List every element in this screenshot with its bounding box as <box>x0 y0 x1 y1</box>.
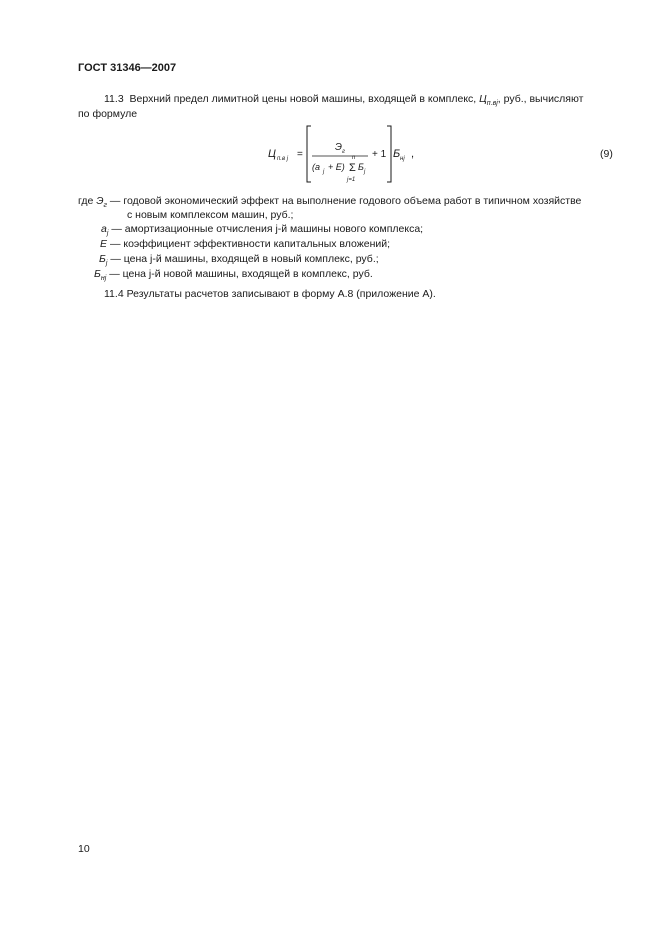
formula-9 <box>268 124 428 184</box>
definition-item <box>99 253 379 267</box>
definition-item <box>78 195 581 209</box>
formula-numerator-sub: г <box>342 149 345 155</box>
formula-sum-term: Б <box>358 162 364 172</box>
definition-dash: — <box>111 223 122 235</box>
page-number: 10 <box>78 843 90 855</box>
definition-symbol: Б <box>94 268 101 280</box>
paragraph-text-start: Верхний предел лимитной цены новой машины, входящей в комплекс, <box>129 93 477 105</box>
definition-symbol: Э <box>96 195 104 207</box>
definition-prefix: где <box>78 195 94 207</box>
paragraph-text-end: , руб., вычисляют <box>497 93 584 105</box>
formula-sum-lower: j=1 <box>347 177 356 183</box>
formula-sum-term-sub: j <box>364 169 366 175</box>
definition-symbol: a <box>101 223 107 235</box>
paragraph-11-4: 11.4 Результаты расчетов записывают в форму А.8 (приложение А). <box>104 288 436 300</box>
definition-dash: — <box>109 238 121 250</box>
definition-dash: — <box>110 253 121 265</box>
definition-symbol: Б <box>99 253 106 265</box>
definition-symbol: E <box>100 238 108 250</box>
formula-sum-sign: Σ <box>349 162 356 174</box>
formula-equals: = <box>297 149 303 160</box>
price-symbol-sub: п.вj <box>486 100 498 107</box>
definition-symbol-sub: j <box>105 260 108 267</box>
definition-continuation: с новым комплексом машин, руб.; <box>127 209 294 221</box>
definitions-list <box>78 195 638 285</box>
equation-number: (9) <box>600 148 613 160</box>
formula-lhs: Ц <box>268 148 276 160</box>
formula-plus-one: + 1 <box>372 149 387 160</box>
definition-text: цена j-й машины, входящей в новый комплекс, руб.; <box>123 253 379 265</box>
definition-dash: — <box>109 268 120 280</box>
definition-symbol-sub: нj <box>100 275 107 282</box>
document-standard-header: ГОСТ 31346—2007 <box>78 62 177 74</box>
formula-denominator-left: (a <box>312 162 321 172</box>
definition-text: амортизационные отчисления j-й машины нового комплекса; <box>124 223 424 235</box>
definition-text: годовой экономический эффект на выполнение годового объема работ в типичном хозяйстве <box>123 195 582 207</box>
definition-text: цена j-й новой машины, входящей в комплекс, руб. <box>122 268 373 280</box>
definition-symbol-sub: j <box>106 230 109 237</box>
paragraph-11-3 <box>104 93 583 107</box>
formula-trailing-comma: , <box>411 148 415 160</box>
formula-multiplier: Б <box>393 148 401 160</box>
definition-item <box>101 223 423 237</box>
formula-denominator-mid: + E) <box>328 162 345 172</box>
definition-item <box>100 238 390 250</box>
definition-text: коэффициент эффективности капитальных вложений; <box>123 238 391 250</box>
paragraph-number: 11.3 <box>104 93 124 105</box>
paragraph-11-3-line2: по формуле <box>78 108 138 120</box>
definition-item <box>94 268 373 282</box>
right-bracket <box>387 126 391 182</box>
definition-dash: — <box>109 195 121 207</box>
formula-lhs-sub: п.в j <box>277 156 289 162</box>
price-symbol: Ц <box>479 93 487 105</box>
formula-multiplier-sub: нj <box>400 156 405 162</box>
formula-denominator-left-sub: j <box>323 169 325 175</box>
formula-sum-upper: n <box>352 155 356 161</box>
formula-numerator: Э <box>335 142 342 153</box>
definition-symbol-sub: г <box>103 202 107 209</box>
left-bracket <box>307 126 311 182</box>
